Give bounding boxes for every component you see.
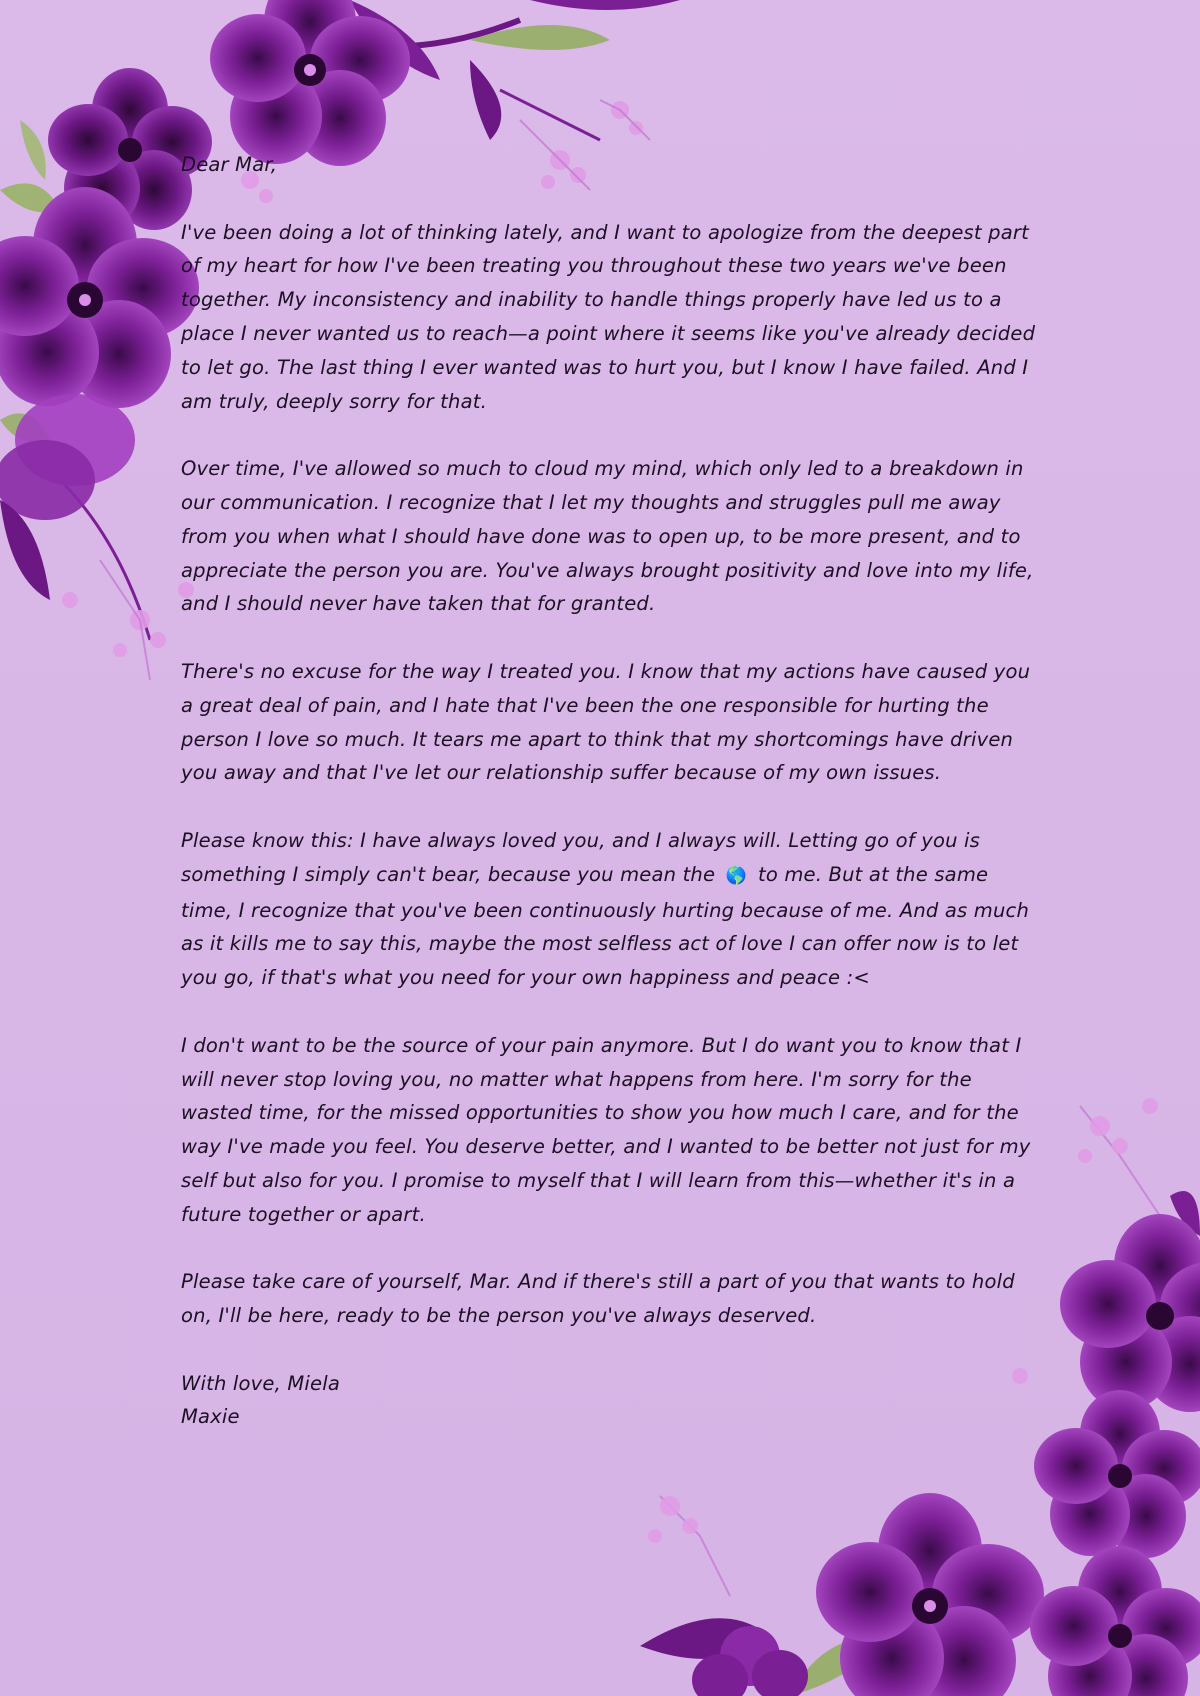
letter-signature: Maxie	[181, 1405, 240, 1429]
letter-body	[181, 148, 1041, 1434]
letter-paragraph-6: Please take care of yourself, Mar. And if there's still a part of you that wants to hold on, I'll be here, ready to be the person you've always deserved.	[181, 1270, 1015, 1328]
letter-paragraph-4	[181, 824, 1041, 995]
letter-paragraph-5: I don't want to be the source of your pain anymore. But I do want you to know that I will never stop loving you, no matter what happens from here. I'm sorry for the wasted time, for the missed opportunities to show you how much I care, and for the way I've made you feel. You deserve better, and I wanted to be better not just for my self but also for you. I promise to myself that I will learn from this—whether it's in a future together or apart.	[181, 1033, 1031, 1226]
letter-paragraph-2: Over time, I've allowed so much to cloud my mind, which only led to a breakdown in our communication. I recognize that I let my thoughts and struggles pull me away from you when what I should have done was to open up, to be more present, and to appreciate the person you are. You've always brought positivity and love into my life, and I should never have taken that for granted.	[181, 457, 1034, 616]
letter-paragraph-4-part-1: Please know this: I have always loved you, and I always will. Letting go of you is something I simply can't bear, because you mean the	[181, 828, 981, 886]
letter-paragraph-3: There's no excuse for the way I treated you. I know that my actions have caused you a great deal of pain, and I hate that I've been the one responsible for hurting the person I love so much. It tears me apart to think that my shortcomings have driven you away and that I've let our relationship suffer because of my own issues.	[181, 659, 1031, 785]
globe-icon: 🌎	[725, 865, 748, 886]
letter-paragraph-1: I've been doing a lot of thinking lately, and I want to apologize from the deepest part of my heart for how I've been treating you throughout these two years we've been together. My inconsistency and inability to handle things properly have led us to a place I never wanted us to reach—a point where it seems like you've already decided to let go. The last thing I ever wanted was to hurt you, but I know I have failed. And I am truly, deeply sorry for that.	[181, 220, 1036, 413]
letter-closing: With love, Miela	[181, 1371, 340, 1395]
letter-paragraph-4-part-2: to me. But at the same time, I recognize that you've been continuously hurting because of me. And as much as it kills me to say this, maybe the most selfless act of love I can offer now is to let you go, if that's what you need for your own happiness and peace :<	[181, 862, 1029, 990]
letter-greeting: Dear Mar,	[181, 153, 278, 176]
